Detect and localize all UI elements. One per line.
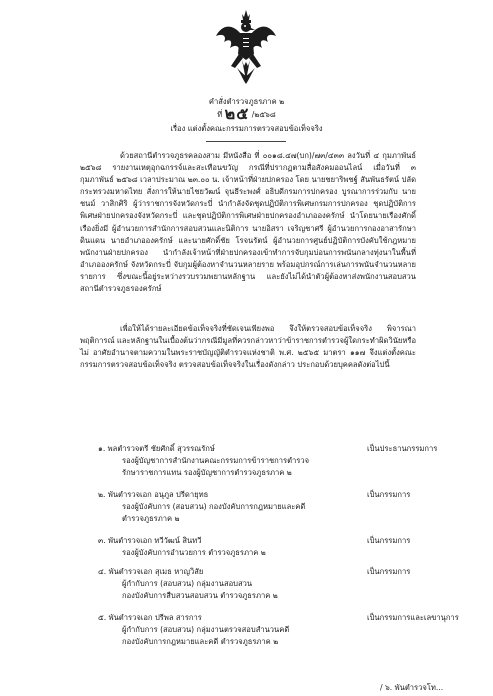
body-paragraph-1: ด้วยสถานีตำรวจภูธรคลองสาม มีหนังสือ ที่ ๐๐๑๘.๔๗(บก)/๗๓/๔๓๓ ลงวันที่ ๔ กุมภาพันธ์ ๒๕๖๘ รายงานเหตุอุกฉกรรจ์และสะเทือนขวัญ กรณีที่ปรากฏตามสื่อสังคมออนไลน์ เมื่อวันที่ ๓ กุมภาพันธ์ ๒๕๖๘ เวลาประมาณ ๒๓.๐๐ น. เจ้าหน้าที่ฝ่ายปกครอง โดย นายชยาริพชฐ์ สันพันธรัตน์ ปลัดกระทรวงมหาดไทย สั่งการให้นายไชยวัฒน์ จุนธีระพงศ์ อธิบดีกรมการปกครอง บูรณาการร่วมกับ นายชนม์ วาสิกศิริ ผู้ว่าราชการจังหวัดกระบี่ นำกำลังจัดชุดปฏิบัติการพิเศษกรมการปกครอง ชุดปฏิบัติการพิเศษฝ่ายปกครองจังหวัดกระบี่ และชุดปฏิบัติการพิเศษฝ่ายปกครองอำเภอองครักษ์ นำโดยนายเรืองศักดิ์ เรืองยิ่งมี ผู้อำนวยการสำนักการสอบสวนและนิติการ นายอิสรา เจริญชาศรี ผู้อำนวยการกองอาสารักษาดินแดน นายอำเภอองครักษ์ และนายศักดิ์ชัย โรจนรัตน์ ผู้อำนวยการศูนย์ปฏิบัติการบังคับใช้กฎหมายพนักงานฝ่ายปกครอง นำกำลังเจ้าหน้าที่ฝ่ายปกครองเข้าทำการจับกุมบ่อนการพนันกลางทุ่งนาในพื้นที่อำเภอองครักษ์ จังหวัดกระบี่ จับกุมผู้ต้องหาจำนวนหลายราย พร้อมอุปกรณ์การเล่นการพนันจำนวนหลายรายการ ซึ่งขณะนี้อยู่ระหว่างรวบรวมพยานหลักฐาน และยังไม่ได้นำตัวผู้ต้องหาส่งพนักงานสอบสวนสถานีตำรวจภูธรองครักษ์ (80, 151, 416, 294)
member-role: เป็นกรรมการและเลขานุการ (367, 613, 459, 622)
committee-member-1 (98, 443, 478, 479)
member-number: ๓. (98, 536, 106, 545)
order-number (0, 104, 493, 123)
member-position: รองผู้บังคับการอำนวยการ ตำรวจภูธรภาค ๒ (122, 548, 266, 558)
continued-marker: / ๖. พันตำรวจโท... (380, 683, 444, 692)
committee-member-3 (98, 535, 478, 559)
header-divider (206, 141, 286, 142)
member-position: กองบังคับการสืบสวนสอบสวน ตำรวจภูธรภาค ๒ (122, 591, 278, 601)
order-subject (0, 123, 493, 135)
member-name: พันตำรวจเอก สุเมธ หาญวิสัย (108, 567, 204, 576)
member-position: กองบังคับการกฎหมายและคดี ตำรวจภูธรภาค ๒ (122, 637, 279, 647)
committee-member-5 (98, 612, 478, 648)
member-number: ๒. (98, 490, 106, 499)
subject-text: แต่งตั้งคณะกรรมการตรวจสอบข้อเท็จจริง (187, 124, 323, 133)
member-number: ๔. (98, 567, 107, 576)
order-title: คำสั่งตำรวจภูธรภาค ๒ (208, 97, 285, 106)
member-position: รองผู้บังคับการ (สอบสวน) กองบังคับการกฎหมายและคดี (122, 502, 306, 512)
body-paragraph-2: เพื่อให้ได้รายละเอียดข้อเท็จจริงที่ชัดเจนเพียงพอ จึงให้ตรวจสอบข้อเท็จจริง พิจารณาพฤติการณ์ และหลักฐานในเบื้องต้นว่ากรณีมีมูลที่ควรกล่าวหาว่าข้าราชการตำรวจผู้ใดกระทำผิดวินัยหรือไม่ อาศัยอำนาจตามความในพระราชบัญญัติตำรวจแห่งชาติ พ.ศ. ๒๕๖๕ มาตรา ๑๑๗ จึงแต่งตั้งคณะกรรมการตรวจสอบข้อเท็จจริง ตรวจสอบข้อเท็จจริงในเรื่องดังกล่าว ประกอบด้วยบุคคลดังต่อไปนี้ (80, 324, 417, 370)
member-number: ๕. (98, 613, 107, 622)
order-number-value: ๒๕ (224, 104, 250, 123)
member-role: เป็นประธานกรรมการ (367, 444, 438, 453)
subject-label: เรื่อง (170, 124, 186, 133)
member-name: พันตำรวจเอก ปรีพล สารการ (108, 613, 202, 622)
member-name-line (98, 566, 478, 578)
member-position: รองผู้บัญชาการสำนักงานคณะกรรมการข้าราชการตำรวจ (122, 456, 310, 466)
committee-member-4 (98, 566, 478, 602)
garuda-emblem (213, 8, 279, 86)
member-role: เป็นกรรมการ (367, 567, 411, 576)
member-name-line (98, 489, 478, 501)
order-number-suffix: /๒๕๖๘ (251, 110, 276, 119)
member-position: รักษาราชการแทน รองผู้บัญชาการตำรวจภูธรภาค ๒ (122, 468, 292, 478)
member-name: พันตำรวจเอก อนุภูล ปรีดายุทธ (107, 490, 209, 499)
member-name: พันตำรวจเอก ทวีวัฒน์ สินทวี (108, 536, 202, 545)
member-name: พลตำรวจตรี ชัยศักดิ์ สุวรรณรักษ์ (107, 444, 215, 453)
committee-member-2 (98, 489, 478, 525)
order-number-prefix: ที่ (217, 110, 223, 119)
member-name-line (98, 535, 478, 547)
member-role: เป็นกรรมการ (367, 490, 411, 499)
member-position: ตำรวจภูธรภาค ๒ (122, 514, 180, 524)
member-position: ผู้กำกับการ (สอบสวน) กลุ่มงานสอบสวน (122, 579, 253, 589)
member-number: ๑. (98, 444, 106, 453)
member-position: ผู้กำกับการ (สอบสวน) กลุ่มงานตรวจสอบสำนวนคดี (122, 625, 290, 635)
member-role: เป็นกรรมการ (367, 536, 411, 545)
